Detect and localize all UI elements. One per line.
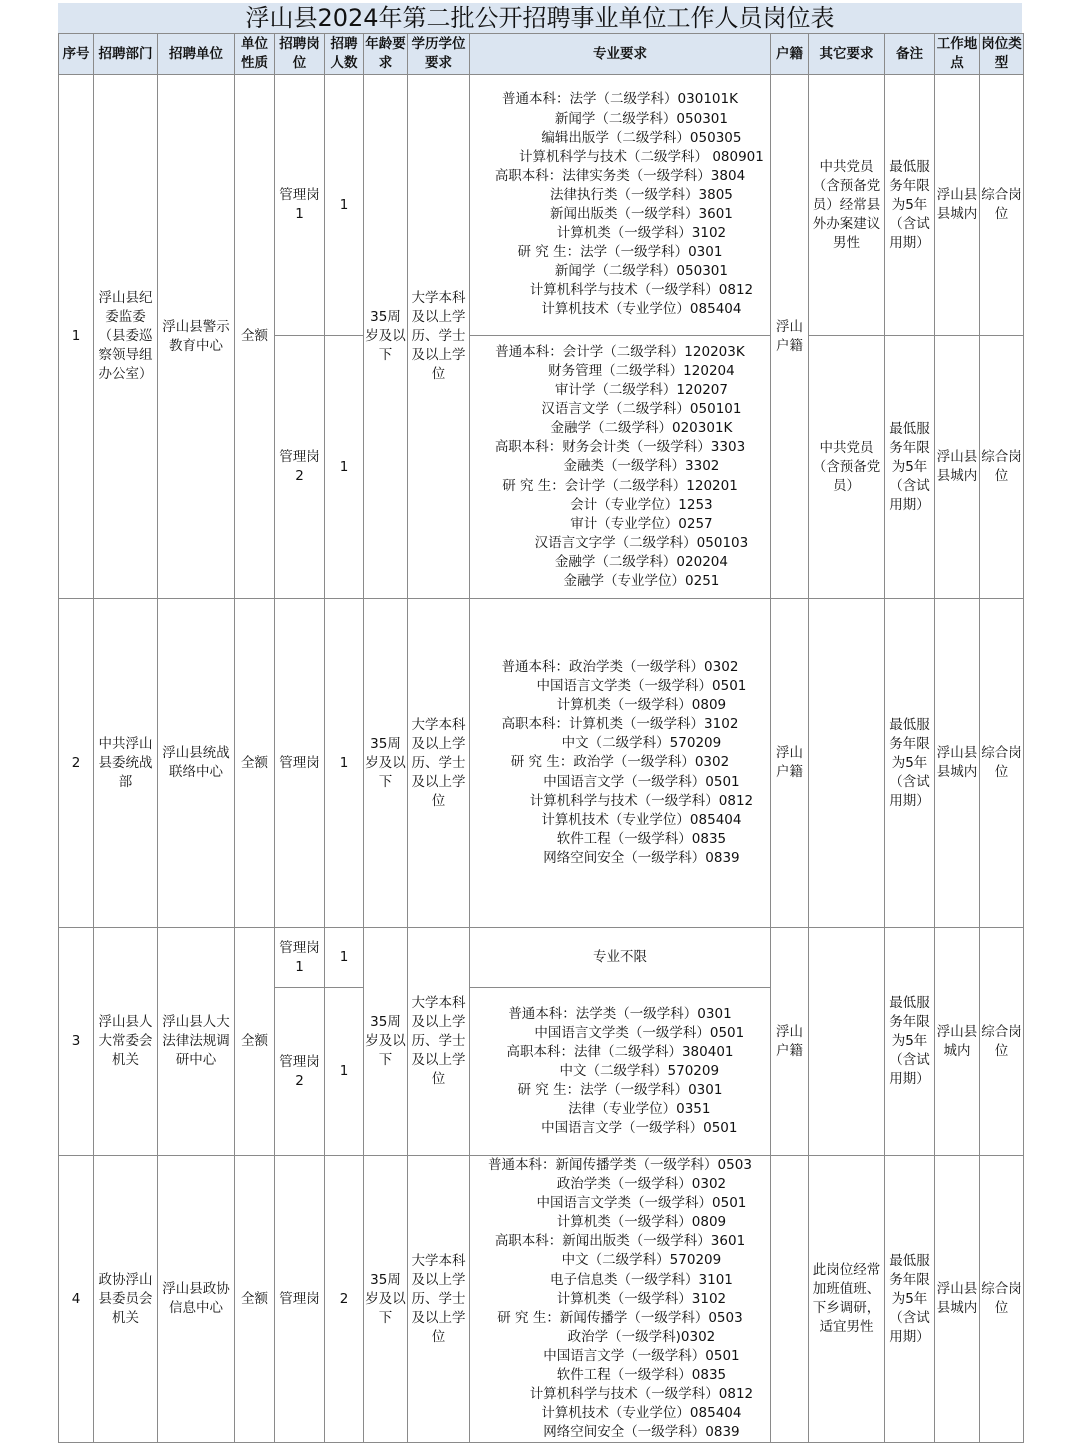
- major-line: 计算机类（一级学科）3102: [513, 225, 727, 242]
- major-line: 审计学（二级学科）120207: [512, 382, 728, 399]
- cell-note: 最低服务年限为5年（含试用期）: [885, 1156, 935, 1443]
- cell-dept: 中共浮山县委统战部: [94, 599, 158, 928]
- major-line: 中文（二级学科）570209: [518, 735, 722, 752]
- major-line: 汉语言文学（二级学科）050101: [498, 401, 742, 418]
- cell-age: 35周岁及以下: [364, 599, 408, 928]
- major-line: 研 究 生：新闻传播学（一级学科）0503: [497, 1309, 743, 1326]
- major-line: 普通本科：新闻传播学类（一级学科）0503: [488, 1157, 752, 1173]
- cell-huji: 浮山户籍: [771, 75, 809, 599]
- cell-age: 35周岁及以下: [364, 75, 408, 599]
- cell-note: 最低服务年限为5年（含试用期）: [885, 928, 935, 1156]
- cell-edu: 大学本科及以上学历、学士及以上学位: [408, 1156, 470, 1443]
- table-row: [59, 599, 1024, 928]
- major-line: 财务管理（二级学科）120204: [505, 362, 735, 379]
- major-line: 金融学（二级学科）020301K: [507, 420, 733, 437]
- major-line: 研 究 生：法学（一级学科）0301: [517, 1082, 723, 1099]
- cell-huji: 浮山户籍: [771, 928, 809, 1156]
- major-line: 网络空间安全（一级学科）0839: [500, 849, 740, 866]
- major-line: 网络空间安全（一级学科）0839: [500, 1424, 740, 1441]
- cell-note: 最低服务年限为5年（含试用期）: [885, 75, 935, 336]
- cell-place: 浮山县县城内: [935, 336, 980, 599]
- page-title: 浮山县2024年第二批公开招聘事业单位工作人员岗位表: [58, 3, 1022, 33]
- cell-post: 管理岗2: [275, 336, 325, 599]
- major-line: 计算机科学与技术（二级学科） 080901: [476, 148, 764, 165]
- cell-age: 35周岁及以下: [364, 1156, 408, 1443]
- cell-seq: 3: [59, 928, 94, 1156]
- cell-type: 综合岗位: [980, 75, 1024, 336]
- major-line: 计算机科学与技术（一级学科）0812: [486, 792, 754, 809]
- cell-edu: 大学本科及以上学历、学士及以上学位: [408, 599, 470, 928]
- cell-count: 1: [325, 75, 364, 336]
- cell-type: 综合岗位: [980, 1156, 1024, 1443]
- cell-unit: 浮山县统战联络中心: [158, 599, 235, 928]
- table-row: [59, 75, 1024, 336]
- cell-nature: 全额: [235, 75, 275, 599]
- cell-place: 浮山县县城内: [935, 1156, 980, 1443]
- major-line: 编辑出版学（二级学科）050305: [498, 129, 742, 146]
- header-count: 招聘人数: [325, 34, 364, 75]
- header-huji: 户籍: [771, 34, 809, 75]
- cell-place: 浮山县县城内: [935, 75, 980, 336]
- cell-count: 1: [325, 336, 364, 599]
- cell-other: [809, 599, 885, 928]
- cell-dept: 政协浮山县委员会机关: [94, 1156, 158, 1443]
- cell-type: 综合岗位: [980, 928, 1024, 1156]
- major-line: 计算机科学与技术（一级学科）0812: [486, 1386, 754, 1403]
- header-type: 岗位类型: [980, 34, 1024, 75]
- major-line: 中国语言文学（一级学科）0501: [500, 773, 740, 790]
- major-line: 计算机技术（专业学位）085404: [498, 811, 742, 828]
- major-line: 高职本科：财务会计类（一级学科）3303: [494, 439, 746, 456]
- cell-dept: 浮山县纪委监委（县委巡察领导组办公室）: [94, 75, 158, 599]
- major-line: 汉语言文字学（二级学科）050103: [491, 534, 749, 551]
- major-line: 计算机类（一级学科）0809: [513, 697, 727, 714]
- major-line: 中国语言文学（一级学科）0501: [502, 1120, 738, 1137]
- cell-count: 1: [325, 599, 364, 928]
- header-post: 招聘岗位: [275, 34, 325, 75]
- cell-major: [470, 988, 771, 1156]
- cell-unit: 浮山县警示教育中心: [158, 75, 235, 599]
- major-line: 计算机科学与技术（一级学科）0812: [486, 282, 754, 299]
- header-major: 专业要求: [470, 34, 771, 75]
- major-line: 中国语言文学类（一级学科）0501: [493, 678, 747, 695]
- cell-seq: 4: [59, 1156, 94, 1443]
- cell-major: [470, 336, 771, 599]
- major-line: 普通本科：法学（二级学科）030101K: [502, 91, 738, 108]
- cell-place: 浮山县县城内: [935, 599, 980, 928]
- cell-post: 管理岗1: [275, 75, 325, 336]
- cell-other: [809, 928, 885, 1156]
- header-note: 备注: [885, 34, 935, 75]
- cell-place: 浮山县城内: [935, 928, 980, 1156]
- cell-type: 综合岗位: [980, 599, 1024, 928]
- table-row: [59, 928, 1024, 988]
- table-row: [59, 1156, 1024, 1443]
- major-line: 高职本科：新闻出版类（一级学科）3601: [494, 1233, 746, 1250]
- header-edu: 学历学位要求: [408, 34, 470, 75]
- cell-seq: 1: [59, 75, 94, 599]
- cell-post: 管理岗: [275, 1156, 325, 1443]
- major-line: 软件工程（一级学科）0835: [513, 830, 727, 847]
- major-line: 计算机类（一级学科）0809: [513, 1214, 727, 1231]
- major-line: 研 究 生：政治学（一级学科）0302: [510, 754, 730, 771]
- major-line: 新闻学（二级学科）050301: [512, 110, 728, 127]
- major-line: 政治学类（一级学科）0302: [513, 1176, 727, 1193]
- cell-dept: 浮山县人大常委会机关: [94, 928, 158, 1156]
- cell-seq: 2: [59, 599, 94, 928]
- major-line: 研 究 生：法学（一级学科）0301: [517, 244, 723, 261]
- major-line: 研 究 生：会计学（二级学科）120201: [502, 477, 738, 494]
- cell-unit: 浮山县政协信息中心: [158, 1156, 235, 1443]
- major-line: 软件工程（一级学科）0835: [513, 1367, 727, 1384]
- major-line: 法律执行类（一级学科）3805: [507, 186, 733, 203]
- major-line: 会计（专业学位）1253: [527, 496, 713, 513]
- cell-nature: 全额: [235, 928, 275, 1156]
- major-line: 中文（二级学科）570209: [518, 1252, 722, 1269]
- major-line: 中国语言文学类（一级学科）0501: [495, 1024, 745, 1041]
- job-table: [58, 33, 1024, 1443]
- header-seq: 序号: [59, 34, 94, 75]
- cell-post: 管理岗1: [275, 928, 325, 988]
- major-line: 中国语言文学类（一级学科）0501: [493, 1195, 747, 1212]
- cell-other: 此岗位经常加班值班、下乡调研，适宜男性: [809, 1156, 885, 1443]
- header-unit: 招聘单位: [158, 34, 235, 75]
- cell-edu: 大学本科及以上学历、学士及以上学位: [408, 75, 470, 599]
- cell-huji: [771, 1156, 809, 1443]
- major-line: 中文（二级学科）570209: [520, 1062, 720, 1079]
- major-line: 计算机技术（专业学位）085404: [498, 1405, 742, 1422]
- major-line: 政治学（一级学科)0302: [524, 1328, 716, 1345]
- cell-unit: 浮山县人大法律法规调研中心: [158, 928, 235, 1156]
- cell-count: 1: [325, 988, 364, 1156]
- major-line: 审计（专业学位）0257: [527, 515, 713, 532]
- major-line: 计算机类（一级学科）3102: [513, 1290, 727, 1307]
- major-line: 普通本科：政治学类（一级学科）0302: [501, 658, 739, 675]
- cell-count: 2: [325, 1156, 364, 1443]
- cell-type: 综合岗位: [980, 336, 1024, 599]
- header-row: [59, 34, 1024, 75]
- cell-age: 35周岁及以下: [364, 928, 408, 1156]
- major-line: 普通本科：法学类（一级学科）0301: [508, 1005, 732, 1022]
- header-dept: 招聘部门: [94, 34, 158, 75]
- major-line: 法律（专业学位）0351: [529, 1101, 711, 1118]
- cell-post: 管理岗2: [275, 988, 325, 1156]
- cell-huji: 浮山户籍: [771, 599, 809, 928]
- cell-count: 1: [325, 928, 364, 988]
- cell-major: [470, 599, 771, 928]
- header-other: 其它要求: [809, 34, 885, 75]
- cell-note: 最低服务年限为5年（含试用期）: [885, 599, 935, 928]
- cell-nature: 全额: [235, 599, 275, 928]
- cell-edu: 大学本科及以上学历、学士及以上学位: [408, 928, 470, 1156]
- major-line: 高职本科：法律（二级学科）380401: [506, 1043, 734, 1060]
- major-line: 计算机技术（专业学位）085404: [498, 301, 742, 318]
- header-nature: 单位性质: [235, 34, 275, 75]
- major-line: 金融学（二级学科）020204: [512, 553, 728, 570]
- header-place: 工作地点: [935, 34, 980, 75]
- cell-post: 管理岗: [275, 599, 325, 928]
- major-line: 高职本科：法律实务类（一级学科）3804: [494, 167, 746, 184]
- cell-major: [470, 1156, 771, 1443]
- cell-major: [470, 75, 771, 336]
- major-line: 新闻出版类（一级学科）3601: [507, 206, 733, 222]
- cell-other: 中共党员（含预备党员）: [809, 336, 885, 599]
- major-line: 高职本科：计算机类（一级学科）3102: [501, 716, 739, 733]
- cell-other: 中共党员（含预备党员）经常县外办案建议男性: [809, 75, 885, 336]
- major-line: 金融学（专业学位）0251: [520, 573, 720, 590]
- cell-note: 最低服务年限为5年（含试用期）: [885, 336, 935, 599]
- major-line: 新闻学（二级学科）050301: [512, 263, 728, 280]
- major-line: 金融类（一级学科）3302: [520, 458, 720, 475]
- header-age: 年龄要求: [364, 34, 408, 75]
- cell-major: 专业不限: [470, 928, 771, 988]
- major-line: 中国语言文学（一级学科）0501: [500, 1347, 740, 1364]
- major-line: 电子信息类（一级学科）3101: [507, 1271, 733, 1288]
- major-line: 普通本科：会计学（二级学科）120203K: [495, 343, 745, 360]
- cell-nature: 全额: [235, 1156, 275, 1443]
